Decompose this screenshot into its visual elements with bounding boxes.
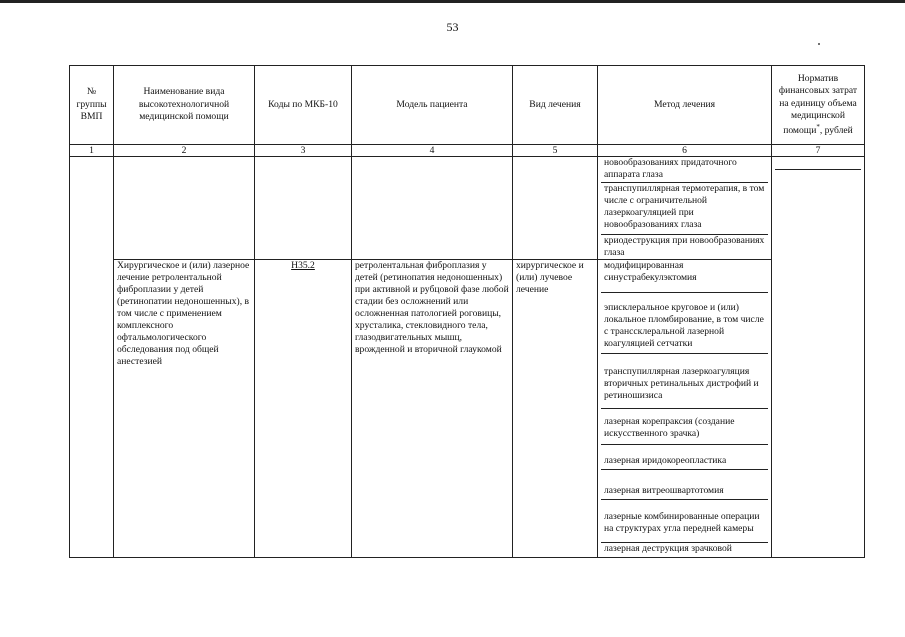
treatment-methods-cell: [598, 260, 772, 558]
table-header-row: [70, 66, 865, 145]
group-number-cell: [70, 157, 114, 558]
column-number-1: 1: [70, 145, 114, 157]
method-item: лазерные комбинированные операции на структурах угла передней камеры: [601, 500, 768, 543]
vmp-row-retinopathy: [70, 260, 865, 558]
icd10-code-cell: [255, 260, 352, 558]
method-item: транспупиллярная термотерапия, в том числе с ограничительной лазеркоагуляцией при новообразованиях глаза: [601, 183, 768, 235]
cost-norm-cell: [772, 157, 865, 558]
vmp-table: [69, 65, 865, 558]
header-icd10-codes: Коды по МКБ-10: [255, 66, 352, 145]
header-cost-norm: Норматив финансовых затрат на единицу объема медицинской помощи*, рублей: [772, 66, 865, 145]
header-treatment-type: Вид лечения: [513, 66, 598, 145]
icd10-code-link[interactable]: Н35.2: [291, 260, 315, 271]
method-item: модифицированная синустрабекулэктомия: [601, 260, 768, 293]
norm-divider: [775, 157, 861, 170]
column-number-row: [70, 145, 865, 157]
method-item: криодеструкция при новообразованиях глаза: [604, 235, 765, 258]
scan-speck: [818, 43, 820, 45]
header-group-number: № группы ВМП: [70, 66, 114, 145]
method-item: лазерная корепраксия (создание искусственного зрачка): [601, 409, 768, 445]
continued-treatment-cell: [513, 157, 598, 260]
continued-code-cell: [255, 157, 352, 260]
header-patient-model: Модель пациента: [352, 66, 513, 145]
top-border-line: [0, 0, 905, 3]
column-number-6: 6: [598, 145, 772, 157]
continued-model-cell: [352, 157, 513, 260]
method-item: лазерная деструкция зрачковой: [604, 543, 732, 554]
footnote-asterisk: *: [816, 122, 820, 131]
header-treatment-method: Метод лечения: [598, 66, 772, 145]
column-number-7: 7: [772, 145, 865, 157]
method-item: новообразованиях придаточного аппарата глаза: [601, 157, 768, 183]
method-item: лазерная витреошвартотомия: [601, 470, 768, 500]
column-number-3: 3: [255, 145, 352, 157]
continued-row: [70, 157, 865, 260]
method-item: лазерная иридокореопластика: [601, 445, 768, 470]
treatment-type-cell: хирургическое и (или) лучевое лечение: [513, 260, 598, 558]
page-number: 53: [446, 20, 459, 34]
method-item: транспупиллярная лазеркоагуляция вторичных ретинальных дистрофий и ретиношизиса: [601, 354, 768, 409]
column-number-5: 5: [513, 145, 598, 157]
method-item: эписклеральное круговое и (или) локальное пломбирование, в том числе с транссклеральной лазерной коагуляцией сетчатки: [601, 293, 768, 354]
continued-name-cell: [114, 157, 255, 260]
care-type-name-cell: Хирургическое и (или) лазерное лечение ретролентальной фиброплазии у детей (ретинопатии недоношенных), в том числе с применением комплексного офтальмологического обследования под общей анестезией: [114, 260, 255, 558]
column-number-4: 4: [352, 145, 513, 157]
header-care-type-name: Наименование вида высокотехнологичной медицинской помощи: [114, 66, 255, 145]
column-number-2: 2: [114, 145, 255, 157]
patient-model-cell: ретролентальная фиброплазия у детей (ретинопатия недоношенных) при активной и рубцовой фазе любой стадии без осложнений или осложненная патологией роговицы, хрусталика, стекловидного тела, глазодвигательных мышц, врожденной и вторичной глаукомой: [352, 260, 513, 558]
continued-methods-cell: [598, 157, 772, 260]
